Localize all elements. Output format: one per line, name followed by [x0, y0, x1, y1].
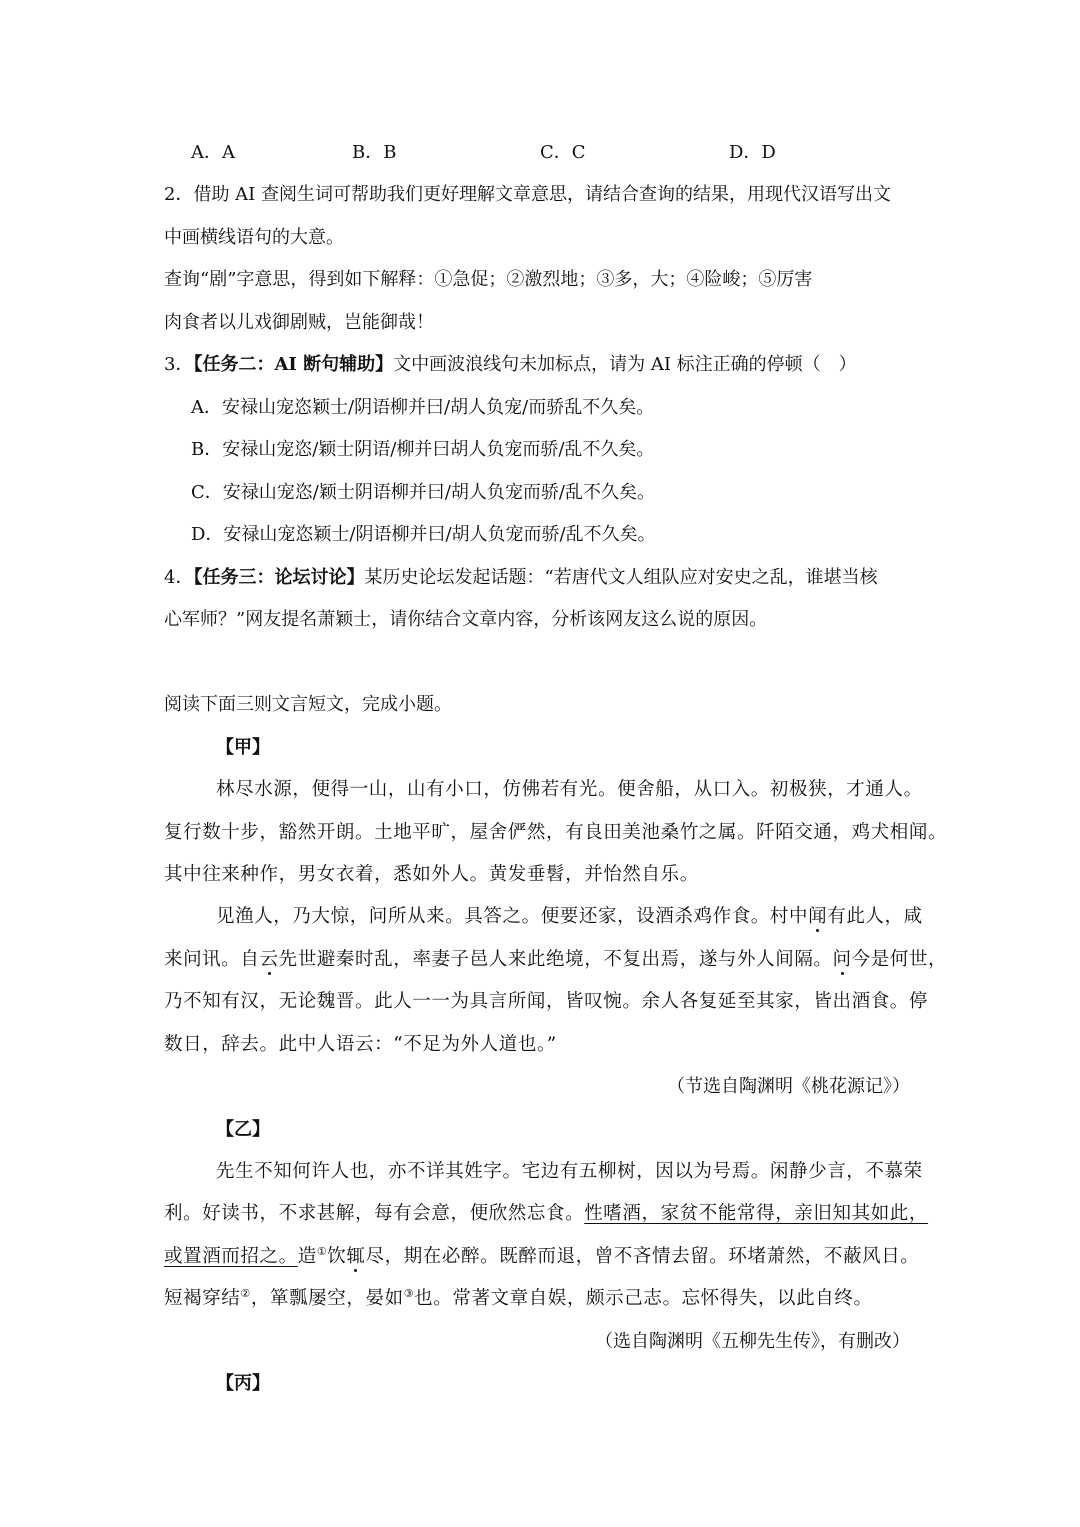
emphasis-dot-char: 云 [259, 949, 279, 970]
yi-text: 短褐穿结 [164, 1288, 241, 1309]
jia-p2-text: 先世避秦时乱，率妻子邑人来此绝境，不复出焉，遂与外人间隔。 [278, 949, 833, 970]
jia-p2-text: 今是何世， [851, 949, 948, 970]
q1-option-c: C．C [540, 142, 586, 163]
q2-query: 查询“剧”字意思，得到如下解释：①急促；②激烈地；③多，大；④险峻；⑤厉害 [164, 269, 813, 290]
footnote-mark-3: ③ [403, 1287, 415, 1300]
emphasis-dot-char: 辄 [346, 1246, 366, 1267]
q3-option-a: A．安禄山宠恣颖士/阴语柳并曰/胡人负宠/而骄乱不久矣。 [191, 397, 655, 418]
q1-option-d: D．D [729, 142, 776, 163]
emphasis-dot-char: 问 [832, 949, 852, 970]
yi-text: ，箪瓢屡空，晏如 [250, 1288, 404, 1309]
jia-p2-text: 来问讯。自 [164, 949, 260, 970]
jia-p2-line3: 乃不知有汉，无论魏晋。此人一一为具言所闻，皆叹惋。余人各复延至其家，皆出酒食。停 [164, 991, 929, 1012]
q3-option-c: C．安禄山宠恣/颖士阴语柳并曰/胡人负宠而骄/乱不久矣。 [191, 482, 655, 503]
jia-label: 【甲】 [216, 737, 270, 758]
jia-source: （节选自陶渊明《桃花源记》） [667, 1076, 910, 1097]
q4-stem-text: 某历史论坛发起话题：“若唐代文人组队应对安史之乱，谁堪当核 [364, 567, 878, 588]
underlined-sentence: 性嗜酒，家贫不能常得，亲旧知其如此， [584, 1203, 929, 1224]
q2-stem-line2: 中画横线语句的大意。 [164, 227, 344, 248]
q3-number: 3． [164, 354, 194, 375]
jia-p2-text: 见渔人，乃大惊，问所从来。具答之。便要还家，设酒杀鸡作食。村中 [216, 906, 809, 927]
yi-text: 饮 [327, 1246, 347, 1267]
jia-p2-line1 [216, 905, 923, 929]
yi-label: 【乙】 [216, 1119, 270, 1140]
jia-p1-line1: 林尽水源，便得一山，山有小口，仿佛若有光。便舍船，从口入。初极狭，才通人。 [216, 779, 923, 800]
jia-p1-line3: 其中往来种作，男女衣着，悉如外人。黄发垂髫，并怡然自乐。 [164, 864, 699, 885]
emphasis-dot-char: 闻 [808, 906, 828, 927]
q4-stem-line1 [164, 566, 878, 590]
yi-text: 也。常著文章自娱，颇示己志。忘怀得失，以此自终。 [414, 1288, 873, 1309]
reading-intro: 阅读下面三则文言短文，完成小题。 [164, 694, 452, 715]
q4-task-label: 【任务三：论坛讨论】 [193, 567, 365, 588]
q3-task-label: 【任务二：AI 断句辅助】 [193, 354, 394, 375]
jia-p1-line2: 复行数十步，豁然开朗。土地平旷，屋舍俨然，有良田美池桑竹之属。阡陌交通，鸡犬相闻。 [164, 822, 948, 843]
yi-line3 [164, 1245, 919, 1269]
q3-option-b: B．安禄山宠恣/颖士阴语/柳并曰胡人负宠而骄/乱不久矣。 [191, 439, 655, 460]
q3-stem [164, 353, 857, 377]
yi-source: （选自陶渊明《五柳先生传》，有删改） [595, 1331, 910, 1352]
yi-line4 [164, 1287, 873, 1311]
jia-p2-text: 有此人，咸 [827, 906, 923, 927]
q4-stem-line2: 心军师？”网友提名萧颖士，请你结合文章内容，分析该网友这么说的原因。 [164, 609, 768, 630]
q4-number: 4． [164, 567, 194, 588]
yi-text: 利。好读书，不求甚解，每有会意，便欣然忘食。 [164, 1203, 585, 1224]
q2-sentence: 肉食者以儿戏御剧贼，岂能御哉！ [164, 312, 434, 333]
underlined-sentence: 或置酒而招之。 [164, 1246, 298, 1267]
yi-line2 [164, 1202, 928, 1226]
yi-text: 尽，期在必醉。既醉而退，曾不吝情去留。环堵萧然，不蔽风日。 [365, 1246, 920, 1267]
yi-text: 造 [297, 1246, 317, 1267]
yi-line1: 先生不知何许人也，亦不详其姓字。宅边有五柳树，因以为号焉。闲静少言，不慕荣 [216, 1161, 923, 1182]
q3-option-d: D．安禄山宠恣颖士/阴语柳并曰/胡人负宠而骄/乱不久矣。 [191, 524, 656, 545]
bing-label: 【丙】 [216, 1373, 270, 1394]
footnote-mark-2: ② [240, 1287, 251, 1300]
jia-p2-line4: 数日，辞去。此中人语云：“不足为外人道也。” [164, 1034, 557, 1055]
q2-stem-line1: 2．借助 AI 查阅生词可帮助我们更好理解文章意思，请结合查询的结果，用现代汉语写出文 [164, 184, 892, 205]
footnote-mark-1: ① [316, 1245, 328, 1258]
q3-stem-text: 文中画波浪线句未加标点，请为 AI 标注正确的停顿（ ） [393, 354, 857, 375]
jia-p2-line2 [164, 948, 947, 972]
q1-option-a: A．A [191, 142, 235, 163]
q1-option-b: B．B [352, 142, 397, 163]
